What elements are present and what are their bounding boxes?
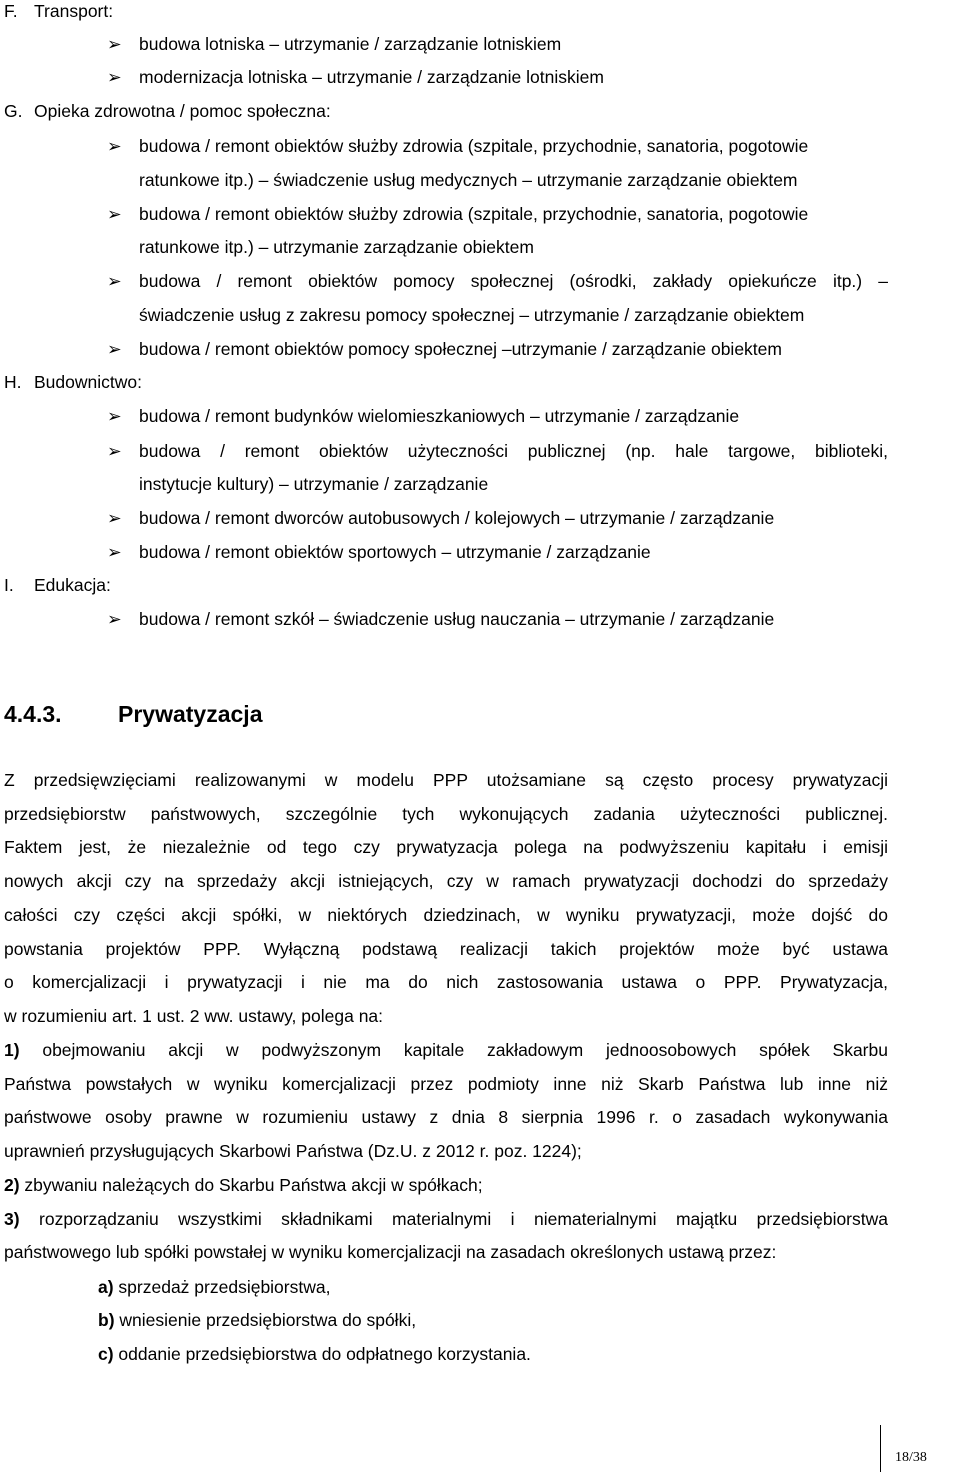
sub-item-label: c): [98, 1344, 114, 1364]
list-item: ➢ budowa / remont obiektów sportowych – utrzymanie / zarządzanie: [107, 542, 651, 562]
paragraph-line: o komercjalizacji i prywatyzacji i nie ma do nich zastosowania ustawa o PPP. Prywatyzacja,: [4, 972, 888, 992]
item-number: 2): [4, 1175, 20, 1195]
section-letter: F.: [4, 1, 18, 21]
paragraph-line: Faktem jest, że niezależnie od tego czy prywatyzacja polega na podwyższeniu kapitału i emisji: [4, 837, 888, 857]
section-letter: H.: [4, 372, 22, 392]
section-title: Budownictwo:: [34, 372, 142, 392]
sub-item-c: c) oddanie przedsiębiorstwa do odpłatnego korzystania.: [98, 1344, 531, 1364]
arrow-bullet-icon: ➢: [107, 609, 122, 629]
section-letter: G.: [4, 101, 23, 121]
numbered-item-1: 1) obejmowaniu akcji w podwyższonym kapitale zakładowym jednoosobowych spółek Skarbu: [4, 1040, 888, 1060]
arrow-bullet-icon: ➢: [107, 34, 122, 54]
sub-item-label: b): [98, 1310, 115, 1330]
list-item: ➢ modernizacja lotniska – utrzymanie / zarządzanie lotniskiem: [107, 67, 604, 87]
heading-number: 4.4.3.: [4, 701, 62, 727]
list-item: ➢ budowa / remont obiektów pomocy społecznej –utrzymanie / zarządzanie obiektem: [107, 339, 782, 359]
section-f-heading: [4, 0, 113, 22]
arrow-bullet-icon: ➢: [107, 406, 122, 426]
paragraph-line: nowych akcji czy na sprzedaży akcji istniejących, czy w ramach prywatyzacji dochodzi do sprzedaży: [4, 871, 888, 891]
list-continuation: państwowe osoby prawne w rozumieniu ustawy z dnia 8 sierpnia 1996 r. o zasadach wykonywania: [4, 1107, 888, 1127]
section-heading: [4, 700, 262, 728]
arrow-bullet-icon: ➢: [107, 542, 122, 562]
numbered-item-3: 3) rozporządzaniu wszystkimi składnikami materialnymi i niematerialnymi majątku przedsiębiorstwa: [4, 1209, 888, 1229]
sub-item-b: b) wniesienie przedsiębiorstwa do spółki,: [98, 1310, 417, 1330]
arrow-bullet-icon: ➢: [107, 339, 122, 359]
paragraph-line: w rozumieniu art. 1 ust. 2 ww. ustawy, polega na:: [4, 1006, 384, 1026]
list-item: [107, 440, 139, 462]
list-item-continuation: ratunkowe itp.) – świadczenie usług medycznych – utrzymanie zarządzanie obiektem: [139, 170, 798, 190]
list-item: ➢ budowa / remont dworców autobusowych / kolejowych – utrzymanie / zarządzanie: [107, 508, 775, 528]
list-item: [107, 270, 139, 292]
list-item: ➢ budowa / remont obiektów służby zdrowia (szpitale, przychodnie, sanatoria, pogotowie: [107, 136, 809, 156]
arrow-bullet-icon: ➢: [107, 441, 122, 461]
list-item-text: budowa / remont obiektów użyteczności publicznej (np. hale targowe, biblioteki,: [139, 441, 888, 461]
footer-divider: [880, 1425, 881, 1472]
numbered-item-2: 2) zbywaniu należących do Skarbu Państwa akcji w spółkach;: [4, 1175, 483, 1195]
paragraph-line: powstania projektów PPP. Wyłączną podstawą realizacji takich projektów może być ustawa: [4, 939, 888, 959]
list-item: ➢ budowa / remont szkół – świadczenie usług nauczania – utrzymanie / zarządzanie: [107, 609, 775, 629]
list-continuation: uprawnień przysługujących Skarbowi Państwa (Dz.U. z 2012 r. poz. 1224);: [4, 1141, 582, 1161]
item-number: 3): [4, 1209, 20, 1229]
list-item-text: budowa / remont obiektów pomocy społecznej (ośrodki, zakłady opiekuńcze itp.) –: [139, 271, 888, 291]
section-title: Edukacja:: [34, 575, 111, 595]
section-i-heading: [4, 574, 111, 596]
list-item: ➢ budowa lotniska – utrzymanie / zarządzanie lotniskiem: [107, 34, 562, 54]
item-number: 1): [4, 1040, 20, 1060]
paragraph-line: przedsiębiorstw państwowych, szczególnie tych wykonujących zadania użyteczności publicznej.: [4, 804, 888, 824]
sub-item-a: a) sprzedaż przedsiębiorstwa,: [98, 1277, 331, 1297]
arrow-bullet-icon: ➢: [107, 204, 122, 224]
section-g-heading: [4, 100, 331, 122]
arrow-bullet-icon: ➢: [107, 136, 122, 156]
arrow-bullet-icon: ➢: [107, 271, 122, 291]
list-item-continuation: instytucje kultury) – utrzymanie / zarządzanie: [139, 474, 489, 494]
section-letter: I.: [4, 575, 14, 595]
arrow-bullet-icon: ➢: [107, 67, 122, 87]
sub-item-label: a): [98, 1277, 114, 1297]
section-title: Opieka zdrowotna / pomoc społeczna:: [34, 101, 331, 121]
list-item-continuation: ratunkowe itp.) – utrzymanie zarządzanie obiektem: [139, 237, 534, 257]
list-item: ➢ budowa / remont obiektów służby zdrowia (szpitale, przychodnie, sanatoria, pogotowie: [107, 204, 809, 224]
section-title: Transport:: [34, 1, 114, 21]
list-continuation: państwowego lub spółki powstałej w wyniku komercjalizacji na zasadach określonych ustawą przez:: [4, 1242, 777, 1262]
paragraph-line: całości czy części akcji spółki, w niektórych dziedzinach, w wyniku prywatyzacji, może dojść do: [4, 905, 888, 925]
arrow-bullet-icon: ➢: [107, 508, 122, 528]
list-continuation: Państwa powstałych w wyniku komercjalizacji przez podmioty inne niż Skarb Państwa lub inne niż: [4, 1074, 888, 1094]
page-number: 18/38: [895, 1450, 927, 1465]
list-item-continuation: świadczenie usług z zakresu pomocy społecznej – utrzymanie / zarządzanie obiektem: [139, 305, 805, 325]
section-h-heading: [4, 371, 142, 393]
heading-title: Prywatyzacja: [118, 701, 263, 727]
list-item: ➢ budowa / remont budynków wielomieszkaniowych – utrzymanie / zarządzanie: [107, 406, 740, 426]
paragraph-line: Z przedsięwzięciami realizowanymi w modelu PPP utożsamiane są często procesy prywatyzacji: [4, 770, 888, 790]
